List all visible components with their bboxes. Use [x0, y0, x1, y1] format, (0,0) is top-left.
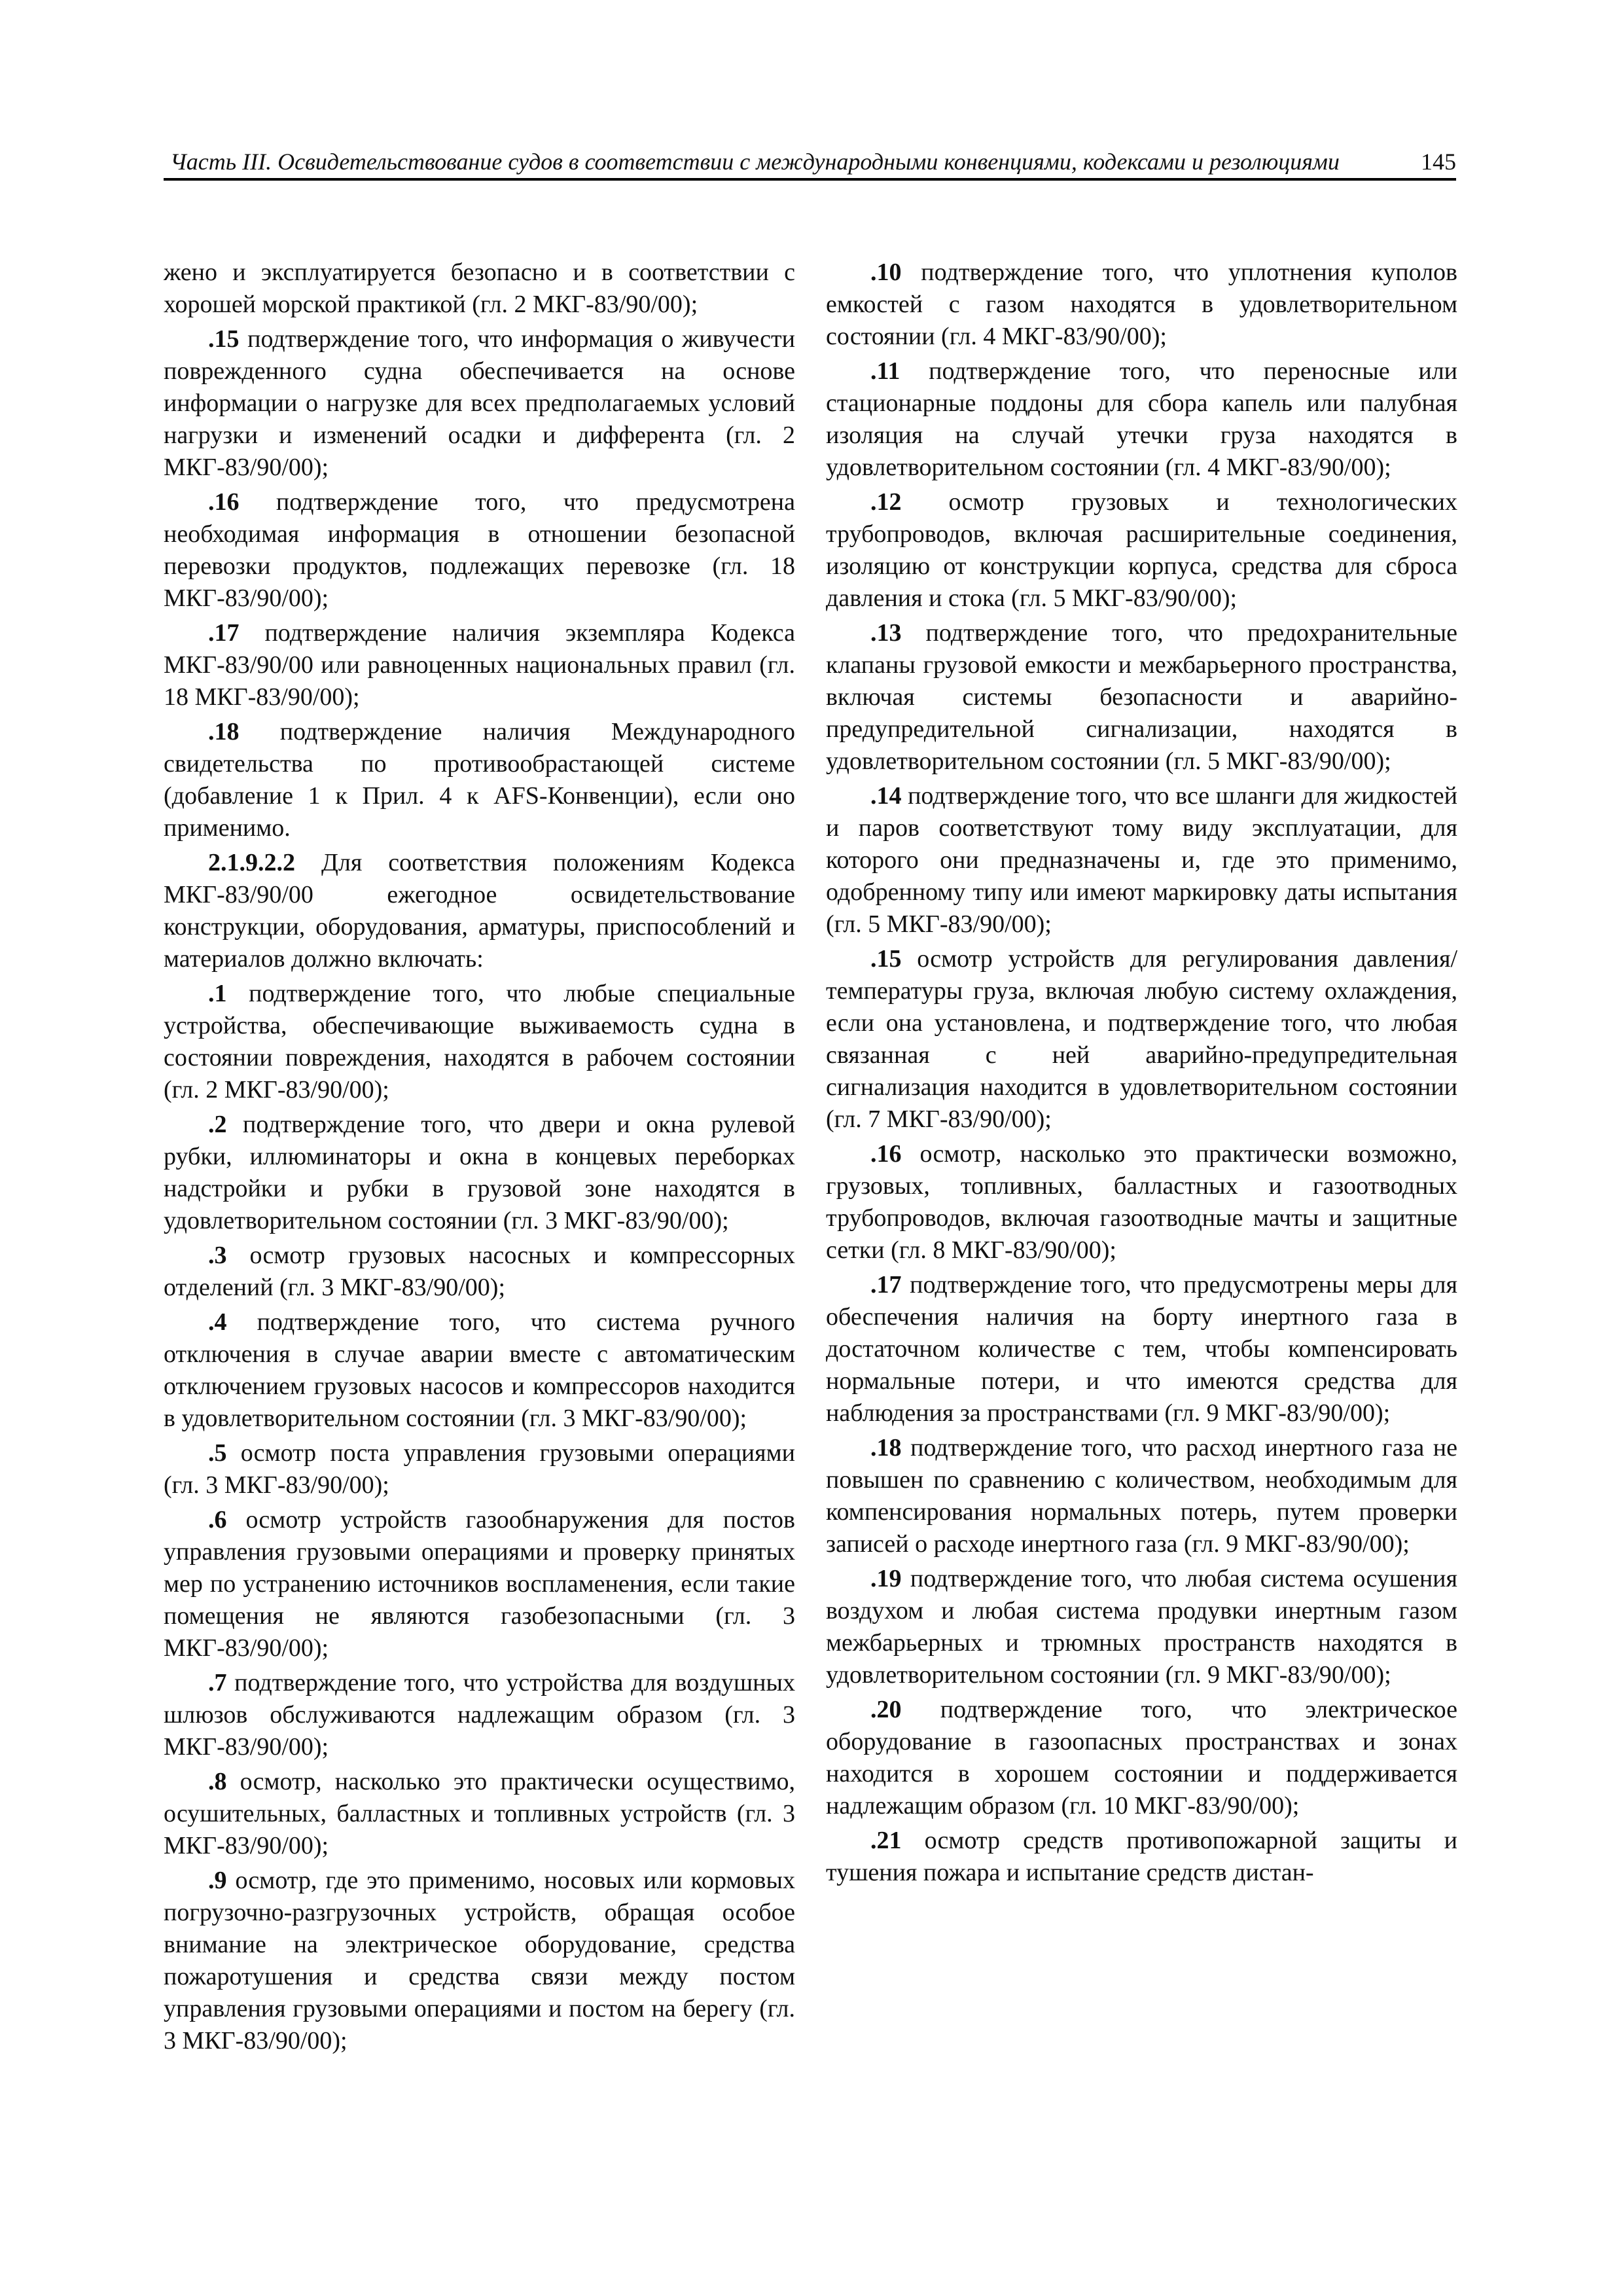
- paragraph: [164, 486, 795, 615]
- paragraph: [164, 323, 795, 484]
- item-number: .20: [870, 1696, 902, 1723]
- item-number: .21: [870, 1827, 902, 1854]
- paragraph-text: подтверждение того, что устройства для воздушных шлюзов обслуживаются надлежащим образом (гл. 3 МКГ-83/90/00);: [164, 1669, 795, 1761]
- item-number: .15: [208, 325, 240, 353]
- item-number: .1: [208, 980, 227, 1007]
- left-column: [164, 257, 795, 2060]
- item-number: .11: [870, 357, 901, 385]
- paragraph: [826, 486, 1457, 615]
- right-column: [826, 257, 1457, 1892]
- paragraph: [826, 1269, 1457, 1429]
- paragraph-text: осмотр, где это применимо, носовых или кормовых погрузочно-разгрузочных устройств, обращая особое внимание на электрическое оборудование, средства пожаротушения и средства связи между постом управления грузовыми операциями и постом на берегу (гл. 3 МКГ-83/90/00);: [164, 1867, 795, 2054]
- item-number: .18: [208, 718, 240, 745]
- paragraph-text: осмотр, насколько это практически возможно, грузовых, топливных, балластных и газоотводных трубопроводов, включая газоотводные мачты и защитные сетки (гл. 8 МКГ-83/90/00);: [826, 1140, 1457, 1264]
- paragraph-text: подтверждение того, что все шланги для жидкостей и паров соответствуют тому виду эксплуатации, для которого они предназначены и, где это применимо, одобренному типу или имеют маркировку даты испытания (гл. 5 МКГ-83/90/00);: [826, 782, 1457, 938]
- paragraph: [826, 355, 1457, 484]
- paragraph: [826, 1138, 1457, 1266]
- item-number: .8: [208, 1768, 227, 1795]
- paragraph: [164, 1766, 795, 1862]
- paragraph-text: подтверждение того, что информация о живучести поврежденного судна обеспечивается на основе информации о нагрузке для всех предполагаемых условий нагрузки и изменений осадки и дифферента (гл. 2 МКГ-83/90/00);: [164, 325, 795, 481]
- item-number: .7: [208, 1669, 227, 1696]
- paragraph: [826, 1432, 1457, 1560]
- paragraph: [826, 943, 1457, 1136]
- paragraph-text: осмотр, насколько это практически осуществимо, осушительных, балластных и топливных устройств (гл. 3 МКГ-83/90/00);: [164, 1768, 795, 1859]
- paragraph: [164, 617, 795, 713]
- item-number: .15: [870, 945, 902, 973]
- paragraph-text: осмотр устройств для регулирования давления/температуры груза, включая любую систему охлаждения, если она установлена, и подтверждение того, что любая связанная с ней аварийно-предупредительная сигнализация находится в удовлетворительном состоянии (гл. 7 МКГ-83/90/00);: [826, 945, 1457, 1133]
- paragraph-text: подтверждение наличия экземпляра Кодекса МКГ-83/90/00 или равноценных национальных правил (гл. 18 МКГ-83/90/00);: [164, 619, 795, 711]
- item-number: .14: [870, 782, 902, 810]
- item-number: .18: [870, 1434, 902, 1462]
- paragraph: [826, 617, 1457, 778]
- page-number: 145: [1421, 149, 1456, 175]
- paragraph: [164, 1504, 795, 1664]
- item-number: .17: [870, 1271, 902, 1299]
- paragraph-text: подтверждение того, что расход инертного газа не повышен по сравнению с количеством, необходимым для компенсирования нормальных потерь, путем проверки записей о расходе инертного газа (гл. 9 МКГ-83/90/00);: [826, 1434, 1457, 1558]
- paragraph: [164, 1240, 795, 1304]
- paragraph: [164, 1865, 795, 2057]
- paragraph: [164, 716, 795, 844]
- paragraph: [164, 847, 795, 975]
- paragraph-text: осмотр поста управления грузовыми операциями (гл. 3 МКГ-83/90/00);: [164, 1439, 795, 1499]
- item-number: .10: [870, 259, 902, 286]
- paragraph: [164, 257, 795, 321]
- item-number: .6: [208, 1506, 227, 1534]
- paragraph: [164, 1109, 795, 1237]
- paragraph-text: осмотр грузовых и технологических трубопроводов, включая расширительные соединения, изоляцию от конструкции корпуса, средства для сброса давления и стока (гл. 5 МКГ-83/90/00);: [826, 488, 1457, 612]
- paragraph: [826, 257, 1457, 353]
- paragraph: [826, 1825, 1457, 1889]
- paragraph-text: подтверждение того, что предусмотрена необходимая информация в отношении безопасной перевозки продуктов, подлежащих перевозке (гл. 18 МКГ-83/90/00);: [164, 488, 795, 612]
- paragraph-text: подтверждение того, что двери и окна рулевой рубки, иллюминаторы и окна в концевых переборках надстройки и рубки в грузовой зоне находятся в удовлетворительном состоянии (гл. 3 МКГ-83/90/00);: [164, 1111, 795, 1234]
- paragraph-text: жено и эксплуатируется безопасно и в соответствии с хорошей морской практикой (гл. 2 МКГ-83/90/00);: [164, 259, 795, 318]
- item-number: .13: [870, 619, 902, 647]
- paragraph-text: подтверждение того, что любая система осушения воздухом и любая система продувки инертным газом межбарьерных и трюмных пространств находятся в удовлетворительном состоянии (гл. 9 МКГ-83/90/00);: [826, 1565, 1457, 1689]
- running-header: [164, 145, 1456, 181]
- item-number: .17: [208, 619, 240, 647]
- paragraph-text: подтверждение того, что переносные или стационарные поддоны для сбора капель или палубная изоляция на случай утечки груза находятся в удовлетворительном состоянии (гл. 4 МКГ-83/90/00);: [826, 357, 1457, 481]
- paragraph-text: подтверждение того, что электрическое оборудование в газоопасных пространствах и зонах находится в хорошем состоянии и поддерживается надлежащим образом (гл. 10 МКГ-83/90/00);: [826, 1696, 1457, 1820]
- paragraph-text: подтверждение наличия Международного свидетельства по противообрастающей системе (добавление 1 к Прил. 4 к AFS-Конвенции), если оно применимо.: [164, 718, 795, 842]
- paragraph-text: подтверждение того, что уплотнения куполов емкостей с газом находятся в удовлетворительном состоянии (гл. 4 МКГ-83/90/00);: [826, 259, 1457, 350]
- paragraph-text: подтверждение того, что система ручного отключения в случае аварии вместе с автоматическим отключением грузовых насосов и компрессоров находится в удовлетворительном состоянии (гл. 3 МКГ-83/90/00);: [164, 1308, 795, 1432]
- header-title: Часть III. Освидетельствование судов в соответствии с международными конвенциями, кодексами и резолюциями: [170, 149, 1340, 175]
- item-number: .4: [208, 1308, 227, 1336]
- paragraph: [164, 1437, 795, 1501]
- paragraph-text: подтверждение того, что предохранительные клапаны грузовой емкости и межбарьерного пространства, включая системы безопасности и аварийно-предупредительной сигнализации, находятся в удовлетворительном состоянии (гл. 5 МКГ-83/90/00);: [826, 619, 1457, 775]
- item-number: .3: [208, 1242, 227, 1269]
- item-number: .16: [870, 1140, 902, 1168]
- item-number: .16: [208, 488, 240, 516]
- item-number: 2.1.9.2.2: [208, 849, 295, 876]
- paragraph: [164, 978, 795, 1106]
- item-number: .2: [208, 1111, 227, 1138]
- paragraph: [826, 1563, 1457, 1691]
- item-number: .19: [870, 1565, 902, 1592]
- item-number: .5: [208, 1439, 227, 1467]
- paragraph-text: подтверждение того, что предусмотрены меры для обеспечения наличия на борту инертного газа в достаточном количестве с тем, чтобы компенсировать нормальные потери, и что имеются средства для наблюдения за пространствами (гл. 9 МКГ-83/90/00);: [826, 1271, 1457, 1427]
- item-number: .9: [208, 1867, 227, 1894]
- item-number: .12: [870, 488, 902, 516]
- paragraph-text: осмотр средств противопожарной защиты и тушения пожара и испытание средств дистан-: [826, 1827, 1457, 1886]
- paragraph-text: осмотр грузовых насосных и компрессорных отделений (гл. 3 МКГ-83/90/00);: [164, 1242, 795, 1301]
- paragraph: [164, 1667, 795, 1763]
- paragraph: [826, 1694, 1457, 1822]
- paragraph: [826, 780, 1457, 941]
- paragraph-text: подтверждение того, что любые специальные устройства, обеспечивающие выживаемость судна в состоянии повреждения, находятся в рабочем состоянии (гл. 2 МКГ-83/90/00);: [164, 980, 795, 1103]
- paragraph-text: Для соответствия положениям Кодекса МКГ-83/90/00 ежегодное освидетельствование конструкции, оборудования, арматуры, приспособлений и материалов должно включать:: [164, 849, 795, 973]
- paragraph: [164, 1306, 795, 1435]
- paragraph-text: осмотр устройств газообнаружения для постов управления грузовыми операциями и проверку принятых мер по устранению источников воспламенения, если такие помещения не являются газобезопасными (гл. 3 МКГ-83/90/00);: [164, 1506, 795, 1662]
